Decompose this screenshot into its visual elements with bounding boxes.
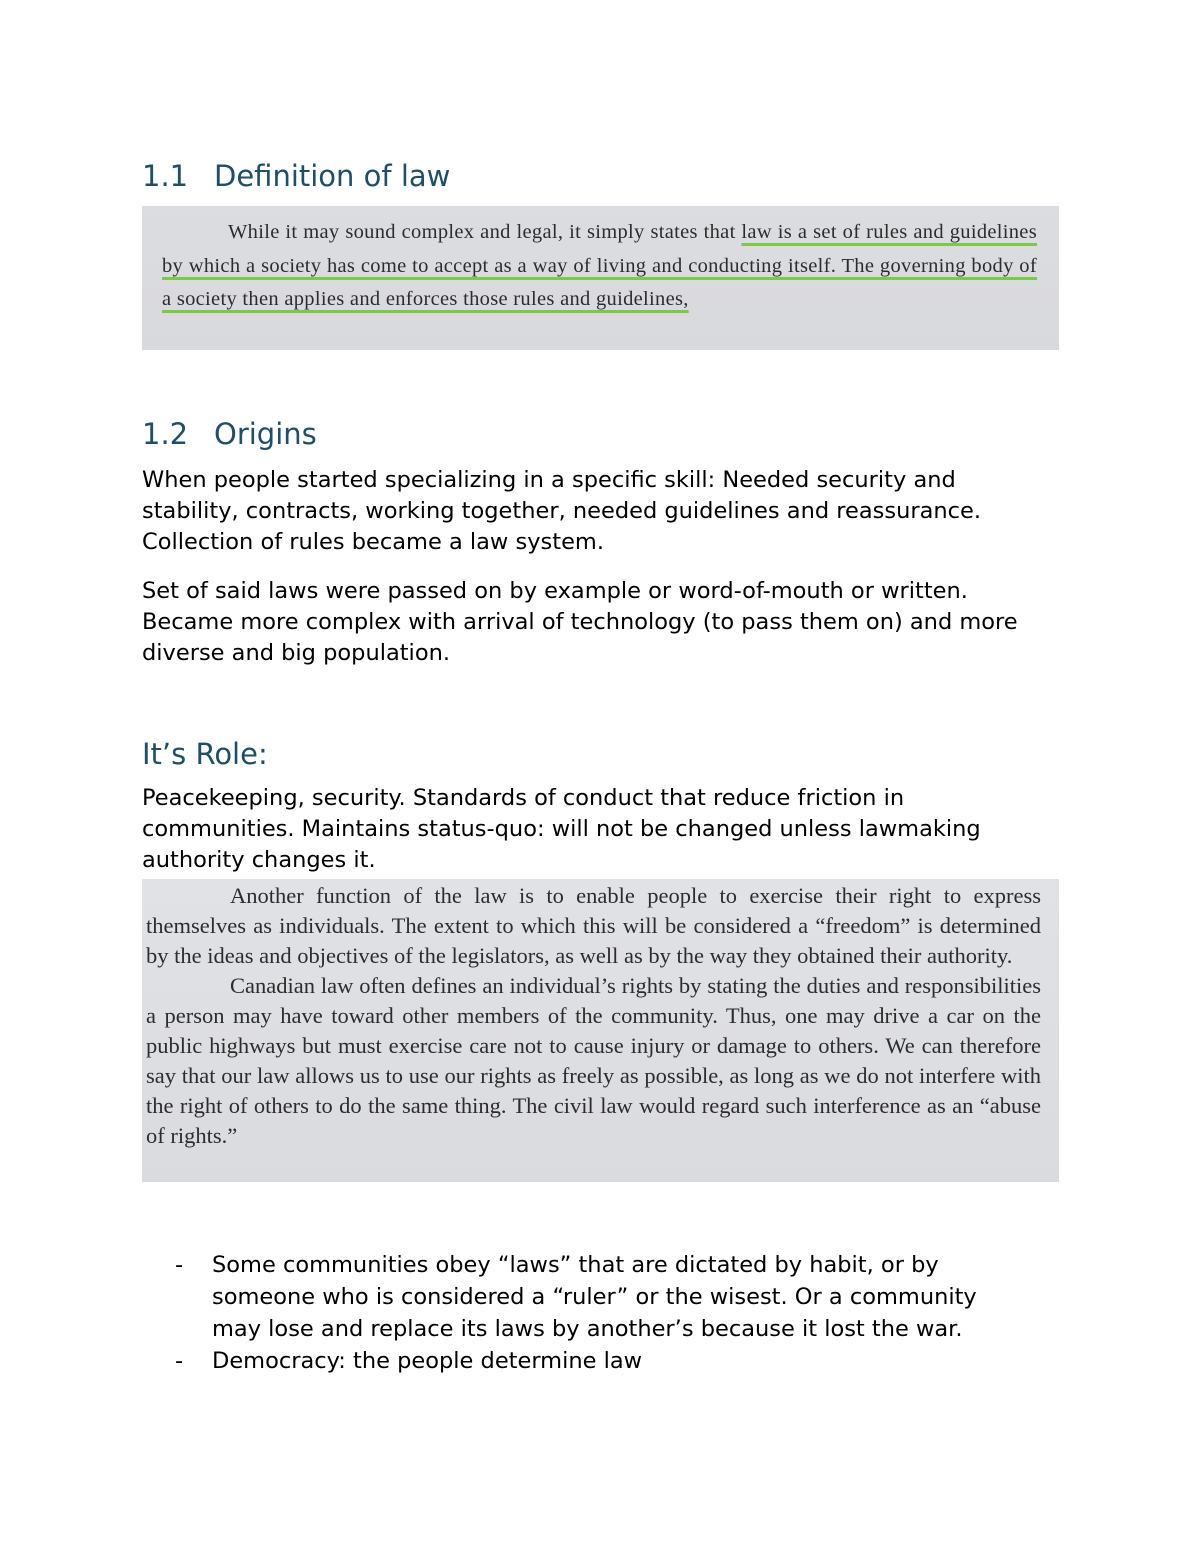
origins-paragraph-2: Set of said laws were passed on by example or word-of-mouth or written. Became more complex with arrival of technology (to pass them on) and more diverse and big population.: [142, 578, 1018, 666]
document-page: [142, 0, 1059, 1553]
scanned-excerpt-definition: [142, 206, 1059, 350]
list-item: [142, 1249, 1012, 1345]
bullet-list: [142, 1249, 1059, 1377]
scanned-excerpt-text: [162, 216, 1037, 317]
bullet-marker: -: [175, 1348, 184, 1374]
scan-text-plain: While it may sound complex and legal, it simply states that: [228, 221, 742, 243]
scanned-excerpt-role: [142, 879, 1059, 1182]
scanned-excerpt-paragraph-1: Another function of the law is to enable people to exercise their right to express themselves as individuals. The extent to which this will be considered a “freedom” is determined by the ideas and objectives of the legislators, as well as by the way they obtained their authority.: [146, 883, 1041, 968]
bullet-marker: -: [175, 1252, 184, 1278]
list-item: [142, 1345, 1012, 1377]
heading-title: Origins: [214, 417, 317, 451]
heading-title: It’s Role:: [142, 737, 268, 771]
origins-paragraph-1: When people started specializing in a specific skill: Needed security and stability, contracts, working together, needed guidelines and reassurance. Collection of rules became a law system.: [142, 467, 982, 555]
heading-number: 1.1: [142, 159, 189, 193]
scanned-excerpt-paragraph-2: Canadian law often defines an individual’s rights by stating the duties and responsibilities a person may have toward other members of the community. Thus, one may drive a car on the public highways but must exercise care not to cause injury or damage to others. We can therefore say that our law allows us to use our rights as freely as possible, as long as we do not interfere with the right of others to do the same thing. The civil law would regard such interference as an “abuse of rights.”: [146, 973, 1041, 1148]
heading-title: Definition of law: [214, 159, 451, 193]
list-item-text: Democracy: the people determine law: [212, 1348, 643, 1374]
heading-origins: [142, 417, 317, 451]
heading-definition-of-law: [142, 159, 451, 193]
list-item-text: Some communities obey “laws” that are dictated by habit, or by someone who is considered a “ruler” or the wisest. Or a community may lose and replace its laws by another’s because it lost the war.: [212, 1252, 977, 1342]
heading-its-role: [142, 737, 268, 771]
heading-number: 1.2: [142, 417, 189, 451]
scan-text-highlighted: law is a set of rules and guidelines by which a society has come to accept as a way of living and conducting itself. The governing body of a society then applies and enforces those rules and guidelines,: [162, 221, 1037, 310]
role-paragraph: Peacekeeping, security. Standards of conduct that reduce friction in communities. Maintains status-quo: will not be changed unless lawmaking authority changes it.: [142, 785, 981, 873]
